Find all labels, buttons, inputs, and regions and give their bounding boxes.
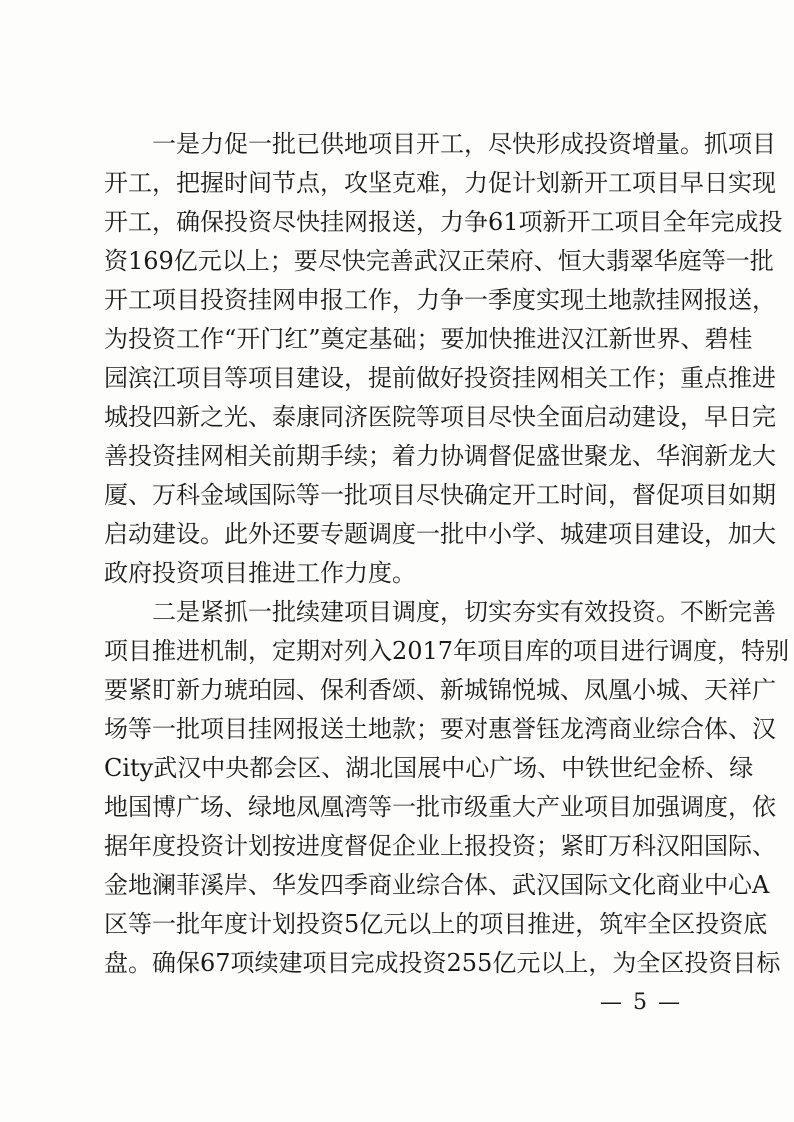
paragraph-line: 厦、万科金域国际等一批项目尽快确定开工时间，督促项目如期 <box>104 481 776 509</box>
paragraph-line: 城投四新之光、泰康同济医院等项目尽快全面启动建设，早日完 <box>104 403 776 431</box>
paragraph-line: 开工，确保投资尽快挂网报送，力争61项新开工项目全年完成投 <box>104 208 783 236</box>
paragraph-line: 区等一批年度计划投资5亿元以上的项目推进，筑牢全区投资底 <box>104 910 768 938</box>
paragraph-line: 为投资工作“开门红”奠定基础；要加快推进汉江新世界、碧桂 <box>104 325 753 353</box>
paragraph-line: 据年度投资计划按进度督促企业上报投资；紧盯万科汉阳国际、 <box>104 832 776 860</box>
paragraph-line: 金地澜菲溪岸、华发四季商业综合体、武汉国际文化商业中心A <box>104 871 770 899</box>
paragraph-line: 政府投资项目推进工作力度。 <box>104 559 416 587</box>
paragraph-line: 资169亿元以上；要尽快完善武汉正荣府、恒大翡翠华庭等一批 <box>104 247 774 275</box>
paragraph-line: 场等一批项目挂网报送土地款；要对惠誉钰龙湾商业综合体、汉 <box>104 715 776 743</box>
paragraph-line: 项目推进机制，定期对列入2017年项目库的项目进行调度，特别 <box>104 637 790 665</box>
paragraph-line: 园滨江项目等项目建设，提前做好投资挂网相关工作；重点推进 <box>104 364 776 392</box>
paragraph-line: 启动建设。此外还要专题调度一批中小学、城建项目建设，加大 <box>104 520 776 548</box>
page-number: — 5 — <box>600 990 682 1015</box>
paragraph-line: 开工项目投资挂网申报工作，力争一季度实现土地款挂网报送， <box>104 286 776 314</box>
paragraph-line: 二是紧抓一批续建项目调度，切实夯实有效投资。不断完善 <box>152 598 776 626</box>
paragraph-line: 要紧盯新力琥珀园、保利香颂、新城锦悦城、凤凰小城、天祥广 <box>104 676 776 704</box>
paragraph-line: 一是力促一批已供地项目开工，尽快形成投资增量。抓项目 <box>152 130 776 158</box>
paragraph-line: City武汉中央都会区、湖北国展中心广场、中铁世纪金桥、绿 <box>104 754 754 782</box>
paragraph-line: 盘。确保67项续建项目完成投资255亿元以上，为全区投资目标 <box>104 949 781 977</box>
paragraph-line: 善投资挂网相关前期手续；着力协调督促盛世聚龙、华润新龙大 <box>104 442 776 470</box>
paragraph-line: 地国博广场、绿地凤凰湾等一批市级重大产业项目加强调度，依 <box>104 793 776 821</box>
paragraph-line: 开工，把握时间节点，攻坚克难，力促计划新开工项目早日实现 <box>104 169 776 197</box>
